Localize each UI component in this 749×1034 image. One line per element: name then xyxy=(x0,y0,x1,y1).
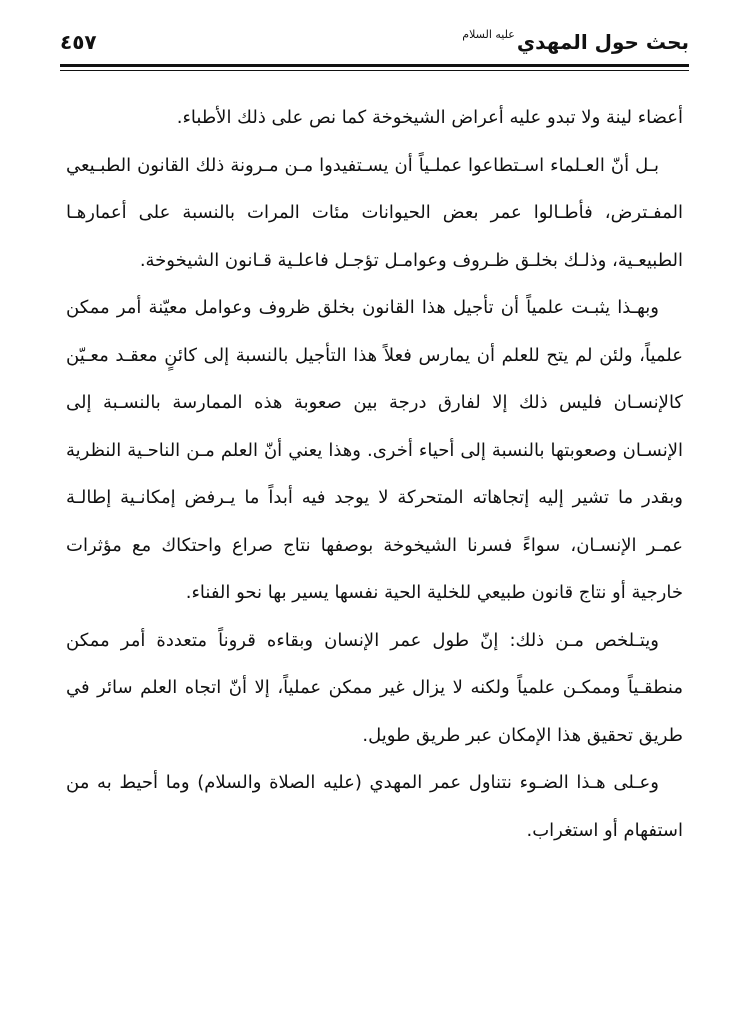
body-text xyxy=(66,94,683,854)
running-header xyxy=(60,28,689,68)
paragraph-3: وبهـذا يثبـت علمياً أن تأجيل هذا القانون بخلق ظروف وعوامل معيّنة أمر ممكن علمياً، ولئن لم يتح للعلم أن يمارس فعلاً هذا التأجيل بالنسبة إلى كائنٍ معقـد معـيّن كالإنسـان فليس ذلك إلا لفارق درجة بين صعوبة هذه الممارسة بالنسـبة إلى الإنسـان وصعوبتها بالنسبة إلى أحياء أخرى. وهذا يعني أنّ العلم مـن الناحـية النظرية وبقدر ما تشير إليه إتجاهاته المتحركة لا يوجد فيه أبداً ما يـرفض إمكانـية إطالـة عمـر الإنسـان، سواءً فسرنا الشيخوخة بوصفها نتاج صراع واحتكاك مع مؤثرات خارجية أو نتاج قانون طبيعي للخلية الحية نفسها يسير بها نحو الفناء. xyxy=(66,297,683,603)
header-title-group xyxy=(462,30,689,54)
page-number: ٤٥٧ xyxy=(60,30,97,54)
paragraph-2: بـل أنّ العـلماء اسـتطاعوا عملـياً أن يسـتفيدوا مـن مـرونة ذلك القانون الطبـيعي المفـترض، فأطـالوا عمر بعض الحيوانات مئات المرات بالنسبة على أعمارهـا الطبيعـية، وذلـك بخلـق ظـروف وعوامـل تؤجـل فاعلـية قـانون الشيخوخة. xyxy=(66,154,683,271)
header-rule-thin xyxy=(60,70,689,71)
paragraph-4: ويتـلخص مـن ذلك: إنّ طول عمر الإنسان وبقاءه قروناً متعددة أمر ممكن منطقـياً وممكـن علمياً ولكنه لا يزال غير ممكن عملياً، إلا أنّ اتجاه العلم سائر في طريق تحقيق هذا الإمكان عبر طريق طويل. xyxy=(66,629,683,746)
header-title: بحث حول المهدي xyxy=(516,30,689,54)
header-honorific: عليه السلام xyxy=(462,28,515,41)
paragraph-1: أعضاء لينة ولا تبدو عليه أعراض الشيخوخة كما نص على ذلك الأطباء. xyxy=(176,107,683,128)
header-rule-thick xyxy=(60,64,689,67)
paragraph-5: وعـلى هـذا الضـوء نتناول عمر المهدي (عليه الصلاة والسلام) وما أحيط به من استفهام أو استغراب. xyxy=(66,772,683,841)
